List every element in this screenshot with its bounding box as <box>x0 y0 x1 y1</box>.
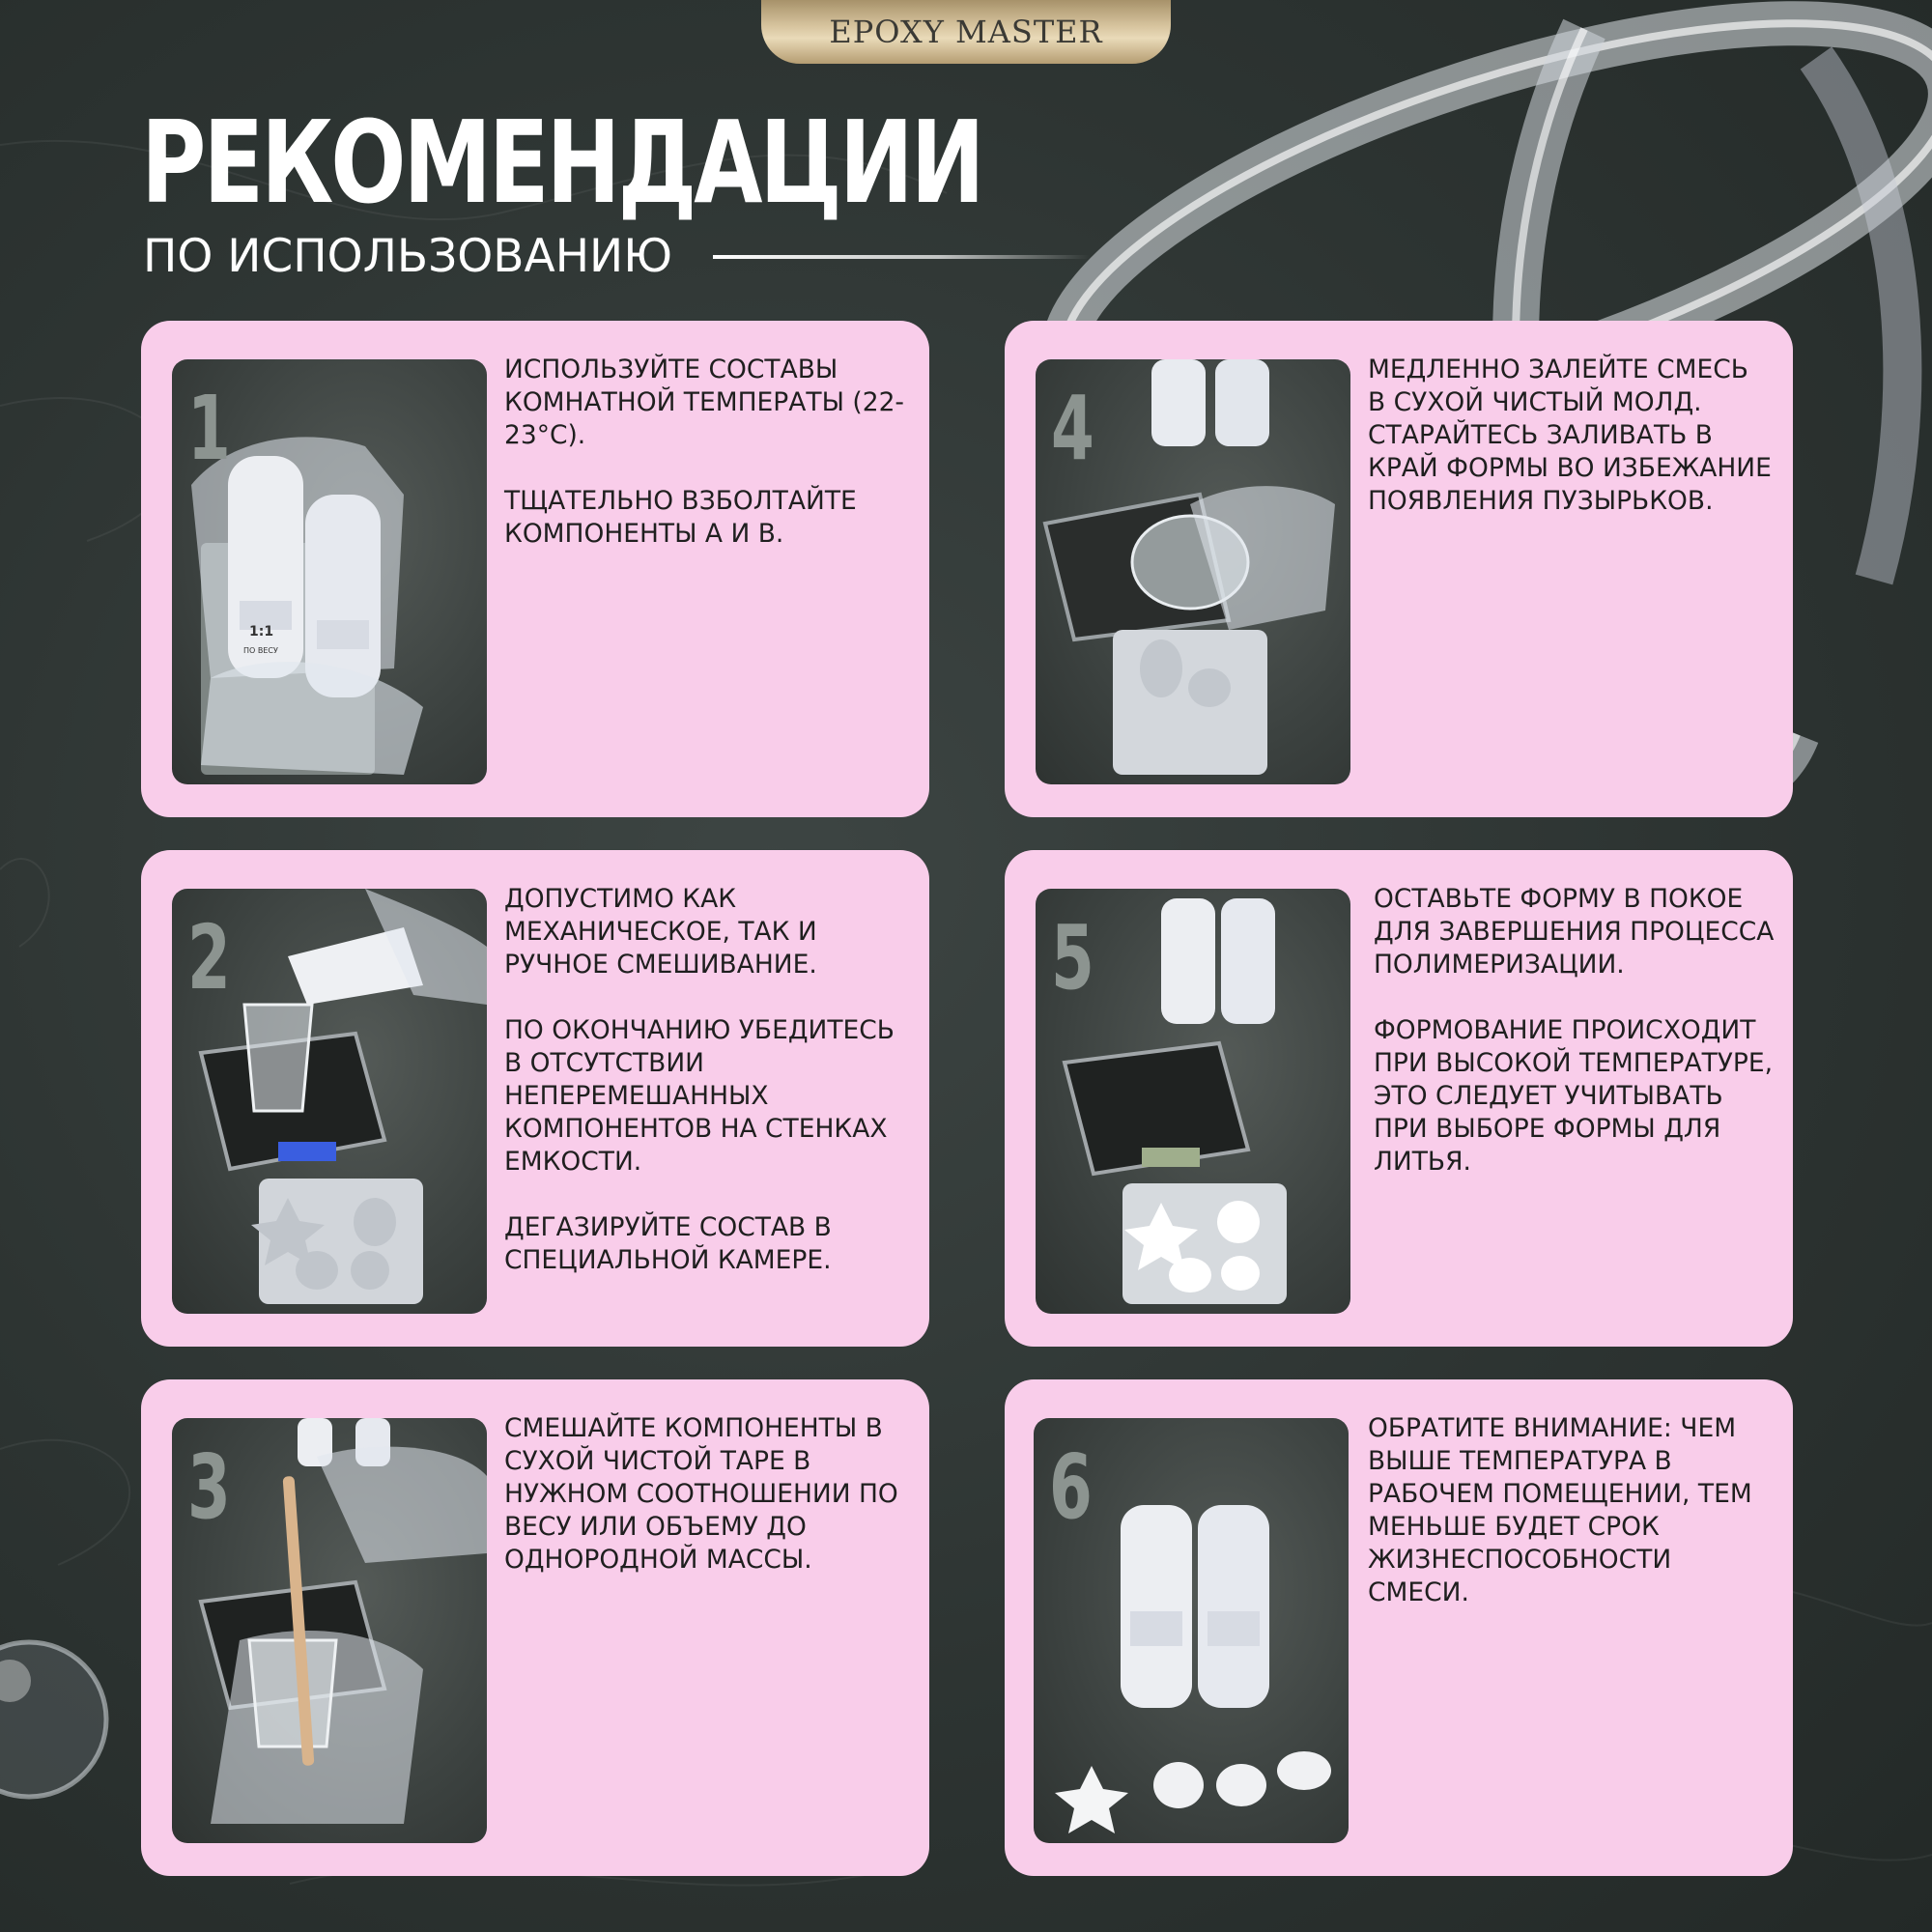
step-paragraph: ОСТАВЬТЕ ФОРМУ В ПОКОЕ ДЛЯ ЗАВЕРШЕНИЯ ПРОЦЕССА ПОЛИМЕРИЗАЦИИ. <box>1374 884 1775 980</box>
subtitle-divider <box>713 255 1090 259</box>
step-card-2 <box>141 850 929 1347</box>
step-card-3 <box>141 1379 929 1876</box>
step-card-5 <box>1005 850 1793 1347</box>
step-number-1: 1 <box>187 377 231 480</box>
step-paragraph: СМЕШАЙТЕ КОМПОНЕНТЫ В СУХОЙ ЧИСТОЙ ТАРЕ В НУЖНОМ СООТНОШЕНИИ ПО ВЕСУ ИЛИ ОБЪЕМУ ДО ОДНОРОДНОЙ МАССЫ. <box>504 1413 898 1575</box>
page-subtitle: ПО ИСПОЛЬЗОВАНИЮ <box>143 230 672 283</box>
step-card-6 <box>1005 1379 1793 1876</box>
step-paragraph: ФОРМОВАНИЕ ПРОИСХОДИТ ПРИ ВЫСОКОЙ ТЕМПЕРАТУРЕ, ЭТО СЛЕДУЕТ УЧИТЫВАТЬ ПРИ ВЫБОРЕ ФОРМЫ ДЛЯ ЛИТЬЯ. <box>1374 1015 1774 1177</box>
glass-bubble-decoration <box>0 1642 106 1797</box>
step-paragraph: ИСПОЛЬЗУЙТЕ СОСТАВЫ КОМНАТНОЙ ТЕМПЕРАТЫ (22-23°C). <box>504 355 904 450</box>
step-number-5: 5 <box>1051 906 1094 1009</box>
step-text-4 <box>1368 354 1774 518</box>
step-photo-5 <box>1036 889 1350 1314</box>
step-photo-4 <box>1036 359 1350 784</box>
step-number-2: 2 <box>187 906 231 1009</box>
step-photo-3 <box>172 1418 487 1843</box>
step-number-4: 4 <box>1051 377 1094 480</box>
bottle-ratio-label: 1:1 <box>249 624 274 639</box>
step-text-1 <box>504 354 910 551</box>
step-paragraph: ДЕГАЗИРУЙТЕ СОСТАВ В СПЕЦИАЛЬНОЙ КАМЕРЕ. <box>504 1212 832 1275</box>
step-number-6: 6 <box>1049 1435 1093 1539</box>
step-paragraph: ДОПУСТИМО КАК МЕХАНИЧЕСКОЕ, ТАК И РУЧНОЕ СМЕШИВАНИЕ. <box>504 884 817 980</box>
step-card-1 <box>141 321 929 817</box>
page-title: РЕКОМЕНДАЦИИ <box>141 96 982 229</box>
step-number-3: 3 <box>187 1435 231 1539</box>
bottle-basis-label: ПО ВЕСУ <box>243 646 278 655</box>
step-photo-6 <box>1034 1418 1349 1843</box>
step-photo-2 <box>172 889 487 1314</box>
step-text-3 <box>504 1412 910 1577</box>
brand-name: EPOXY MASTER <box>829 14 1103 50</box>
step-text-2 <box>504 883 910 1277</box>
step-text-5 <box>1374 883 1779 1179</box>
step-paragraph: ОБРАТИТЕ ВНИМАНИЕ: ЧЕМ ВЫШЕ ТЕМПЕРАТУРА В РАБОЧЕМ ПОМЕЩЕНИИ, ТЕМ МЕНЬШЕ БУДЕТ СРОК ЖИЗНЕСПОСОБНОСТИ СМЕСИ. <box>1368 1413 1752 1607</box>
step-card-4 <box>1005 321 1793 817</box>
step-paragraph: МЕДЛЕННО ЗАЛЕЙТЕ СМЕСЬ В СУХОЙ ЧИСТЫЙ МОЛД. СТАРАЙТЕСЬ ЗАЛИВАТЬ В КРАЙ ФОРМЫ ВО ИЗБЕЖАНИЕ ПОЯВЛЕНИЯ ПУЗЫРЬКОВ. <box>1368 355 1772 516</box>
step-paragraph: ТЩАТЕЛЬНО ВЗБОЛТАЙТЕ КОМПОНЕНТЫ А И В. <box>504 486 857 549</box>
step-text-6 <box>1368 1412 1774 1609</box>
step-photo-1 <box>172 359 487 784</box>
step-paragraph: ПО ОКОНЧАНИЮ УБЕДИТЕСЬ В ОТСУТСТВИИ НЕПЕРЕМЕШАННЫХ КОМПОНЕНТОВ НА СТЕНКАХ ЕМКОСТИ. <box>504 1015 895 1177</box>
brand-badge <box>761 0 1171 64</box>
